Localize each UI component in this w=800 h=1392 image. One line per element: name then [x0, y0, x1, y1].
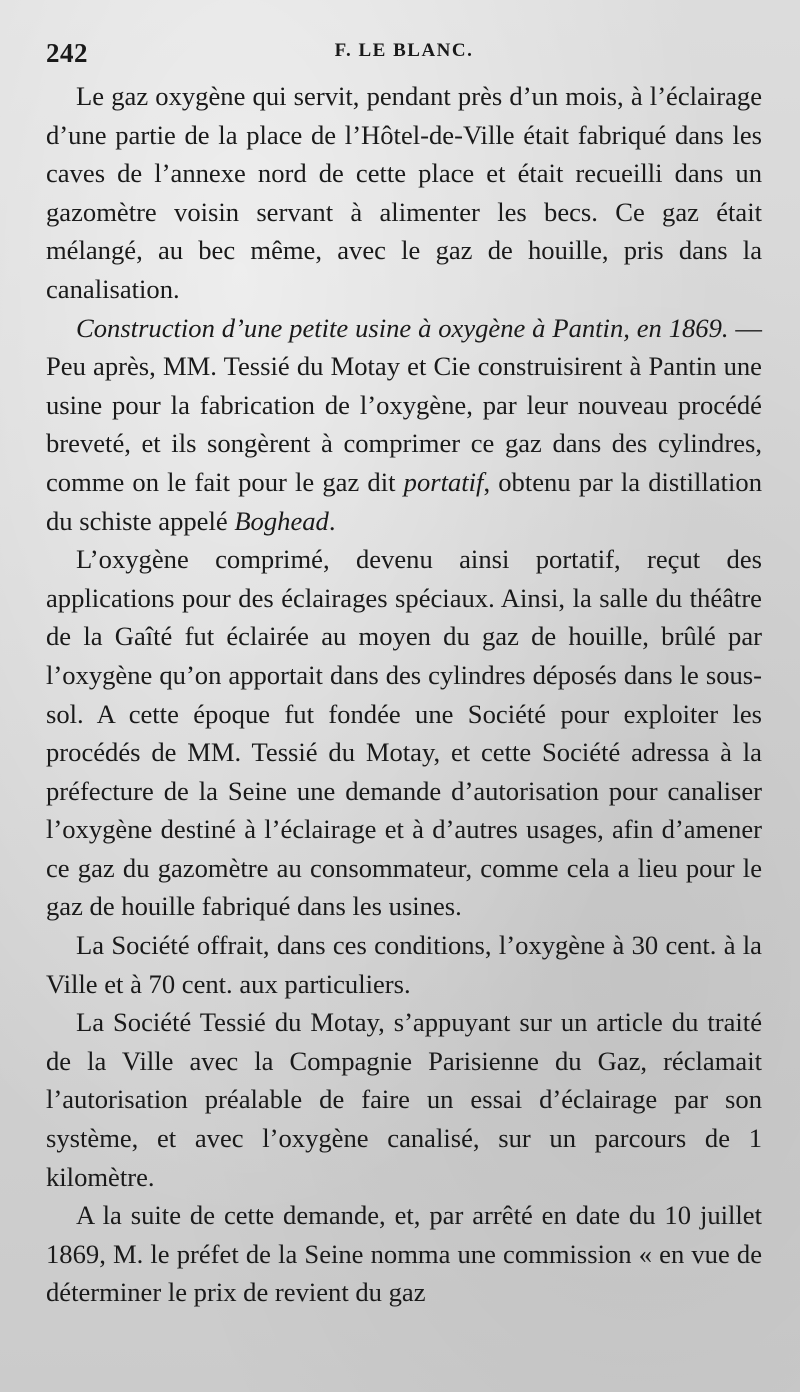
section-title-pantin: Construction d’une petite usine à oxygène à Pantin, en 1869. [76, 312, 729, 343]
running-head: F. LE BLANC. [334, 40, 474, 61]
bleed-through-footer [50, 1352, 760, 1372]
paragraph-4: La Société offrait, dans ces conditions, l’oxygène à 30 cent. à la Ville et à 70 cent. aux particuliers. [46, 930, 762, 999]
paragraph-2-end: . [328, 505, 336, 536]
paragraph-6: A la suite de cette demande, et, par arrêté en date du 10 juillet 1869, M. le préfet de la Seine nomma une commission « en vue de déterminer le prix de revient du gaz [46, 1200, 762, 1308]
paragraph-1: Le gaz oxygène qui servit, pendant près d’un mois, à l’éclairage d’une partie de la place de l’Hôtel-de-Ville était fabriqué dans les caves de l’annexe nord de cette place et était recueilli dans un gazomètre voisin servant à alimenter les becs. Ce gaz était mélangé, au bec même, avec le gaz de houille, pris dans la canalisation. [46, 81, 762, 304]
page-number: 242 [46, 38, 88, 68]
page-header [46, 0, 762, 70]
paragraph-2-text: — Peu après, MM. Tessié du Motay et Cie construisirent à Pantin une usine pour la fabrication de l’oxygène, par leur nouveau procédé breveté, et ils songèrent à comprimer ce gaz dans des cylindres, comme on le fait pour le gaz dit [46, 312, 762, 497]
paragraph-2-text-2: , obtenu par la distillation du schiste appelé [46, 466, 762, 536]
paragraph-3: L’oxygène comprimé, devenu ainsi portatif, reçut des applications pour des éclairages spéciaux. Ainsi, la salle du théâtre de la Gaîté fut éclairée au moyen du gaz de houille, brûlé par l’oxygène qu’on apportait dans des cylindres déposés dans le sous-sol. A cette époque fut fondée une Société pour exploiter les procédés de MM. Tessié du Motay, et cette Société adressa à la préfecture de la Seine une demande d’autorisation pour canaliser l’oxygène destiné à l’éclairage et à d’autres usages, afin d’amener ce gaz du gazomètre au consommateur, comme cela a lieu pour le gaz de houille fabriqué dans les usines. [46, 544, 762, 922]
term-portatif: portatif [403, 466, 484, 497]
paragraph-5: La Société Tessié du Motay, s’appuyant sur un article du traité de la Ville avec la Compagnie Parisienne du Gaz, réclamait l’autorisation préalable de faire un essai d’éclairage par son système, et avec l’oxygène canalisé, sur un parcours de 1 kilomètre. [46, 1007, 762, 1192]
page-body [46, 77, 762, 1312]
paragraph-2 [46, 309, 762, 541]
term-boghead: Boghead [234, 505, 329, 536]
